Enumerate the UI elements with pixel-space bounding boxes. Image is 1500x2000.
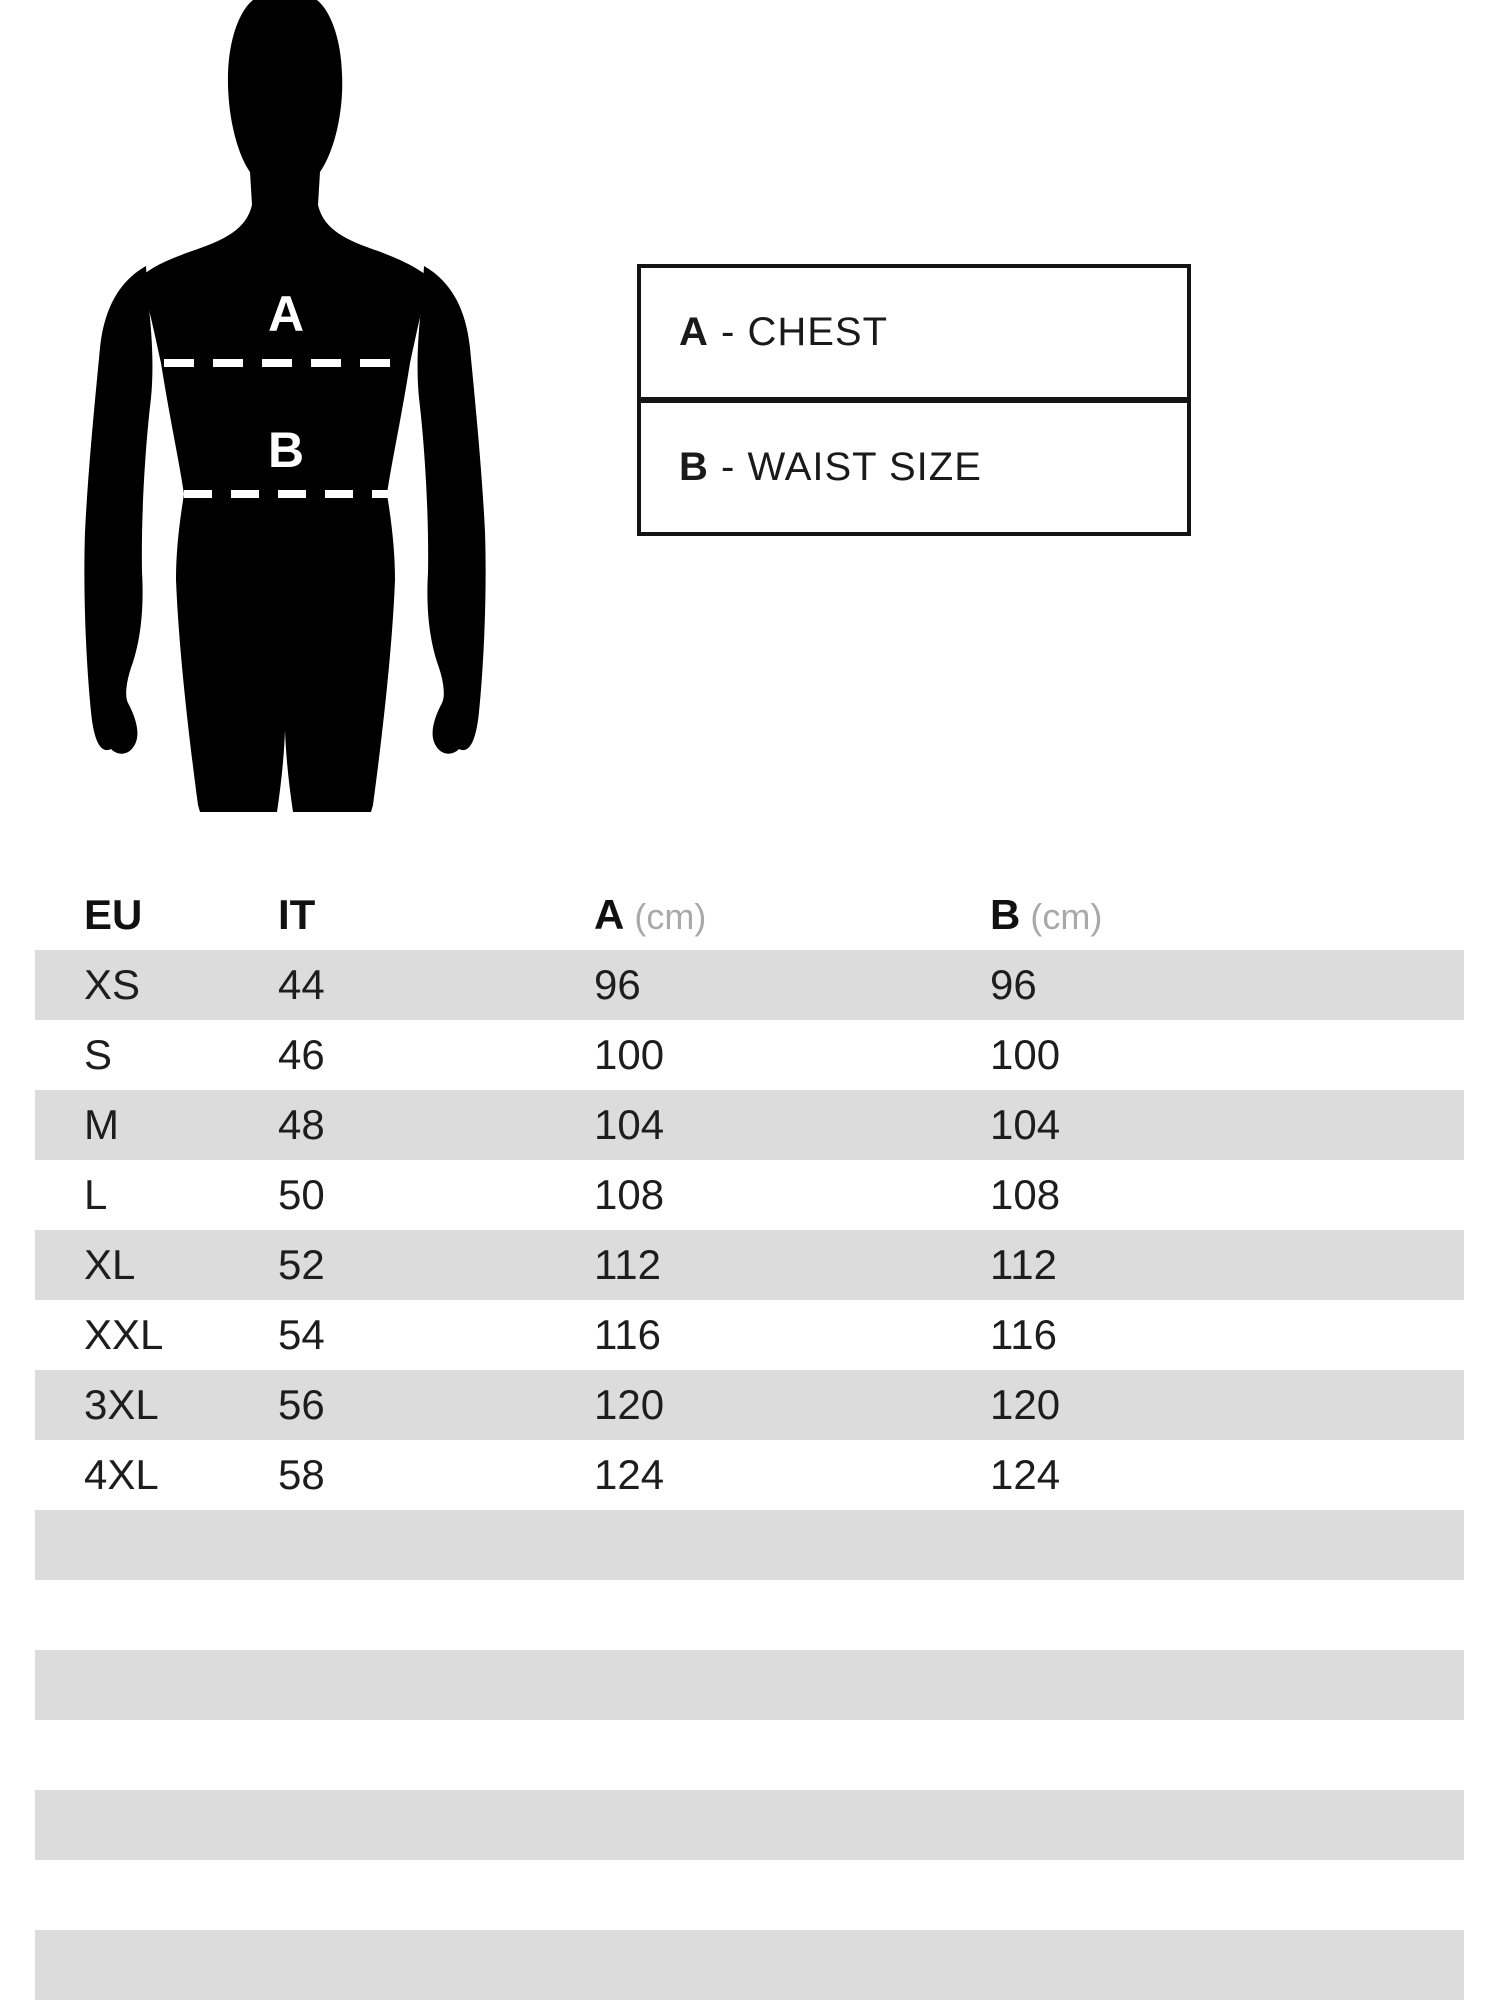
cell-eu: M: [84, 1101, 119, 1148]
table-row-3xl: [35, 1370, 1464, 1440]
header-a-letter: A: [594, 891, 625, 938]
table-empty-row: [35, 1930, 1464, 2000]
right-arm-shape: [418, 266, 486, 754]
table-empty-row: [35, 1510, 1464, 1580]
legend-row-waist: [637, 399, 1191, 536]
legend-text-chest: - CHEST: [708, 310, 889, 354]
table-row-m: [35, 1090, 1464, 1160]
cell-eu: 3XL: [84, 1381, 159, 1428]
legend-key-b: B: [679, 445, 709, 489]
header-eu: EU: [84, 891, 143, 938]
size-table: [35, 880, 1464, 2000]
cell-a: 120: [594, 1381, 665, 1428]
cell-a: 112: [594, 1241, 661, 1288]
cell-it: 46: [278, 1031, 325, 1078]
cell-b: 100: [990, 1031, 1061, 1078]
table-header-row: [35, 880, 1464, 950]
header-b-unit: (cm): [1030, 896, 1103, 937]
cell-a: 96: [594, 961, 641, 1008]
cell-a: 116: [594, 1311, 661, 1358]
table-empty-row: [35, 1720, 1464, 1790]
header-b: [990, 891, 1464, 939]
body-silhouette: [0, 0, 560, 830]
table-row-xs: [35, 950, 1464, 1020]
legend-key-a: A: [679, 310, 709, 354]
chest-label-a: A: [267, 286, 305, 342]
cell-b: 120: [990, 1381, 1061, 1428]
body-shape: [140, 0, 430, 812]
cell-it: 52: [278, 1241, 325, 1288]
cell-it: 44: [278, 961, 325, 1008]
cell-eu: XS: [84, 961, 141, 1008]
table-row-xl: [35, 1230, 1464, 1300]
waist-label-b: B: [267, 422, 305, 478]
table-row-s: [35, 1020, 1464, 1090]
cell-b: 108: [990, 1171, 1061, 1218]
cell-it: 50: [278, 1171, 325, 1218]
cell-it: 56: [278, 1381, 325, 1428]
header-a-unit: (cm): [634, 896, 707, 937]
cell-a: 100: [594, 1031, 665, 1078]
cell-it: 48: [278, 1101, 325, 1148]
table-body: [35, 950, 1464, 2000]
table-empty-row: [35, 1860, 1464, 1930]
cell-a: 104: [594, 1101, 665, 1148]
table-empty-row: [35, 1790, 1464, 1860]
table-row-l: [35, 1160, 1464, 1230]
cell-eu: L: [84, 1171, 108, 1218]
legend-text-waist: - WAIST SIZE: [708, 445, 982, 489]
cell-eu: XXL: [84, 1311, 164, 1358]
cell-eu: 4XL: [84, 1451, 159, 1498]
cell-b: 112: [990, 1241, 1057, 1288]
cell-a: 124: [594, 1451, 665, 1498]
cell-it: 58: [278, 1451, 325, 1498]
cell-it: 54: [278, 1311, 325, 1358]
table-row-4xl: [35, 1440, 1464, 1510]
cell-eu: S: [84, 1031, 113, 1078]
header-b-letter: B: [990, 891, 1021, 938]
cell-b: 96: [990, 961, 1037, 1008]
cell-eu: XL: [84, 1241, 136, 1288]
cell-b: 104: [990, 1101, 1061, 1148]
table-empty-row: [35, 1650, 1464, 1720]
table-row-xxl: [35, 1300, 1464, 1370]
legend-row-chest: [637, 264, 1191, 401]
header-it: IT: [278, 891, 316, 938]
left-arm-shape: [84, 266, 152, 754]
header-a: [594, 891, 990, 939]
cell-b: 116: [990, 1311, 1057, 1358]
table-empty-row: [35, 1580, 1464, 1650]
cell-a: 108: [594, 1171, 665, 1218]
cell-b: 124: [990, 1451, 1061, 1498]
measurement-legend: [637, 264, 1191, 536]
